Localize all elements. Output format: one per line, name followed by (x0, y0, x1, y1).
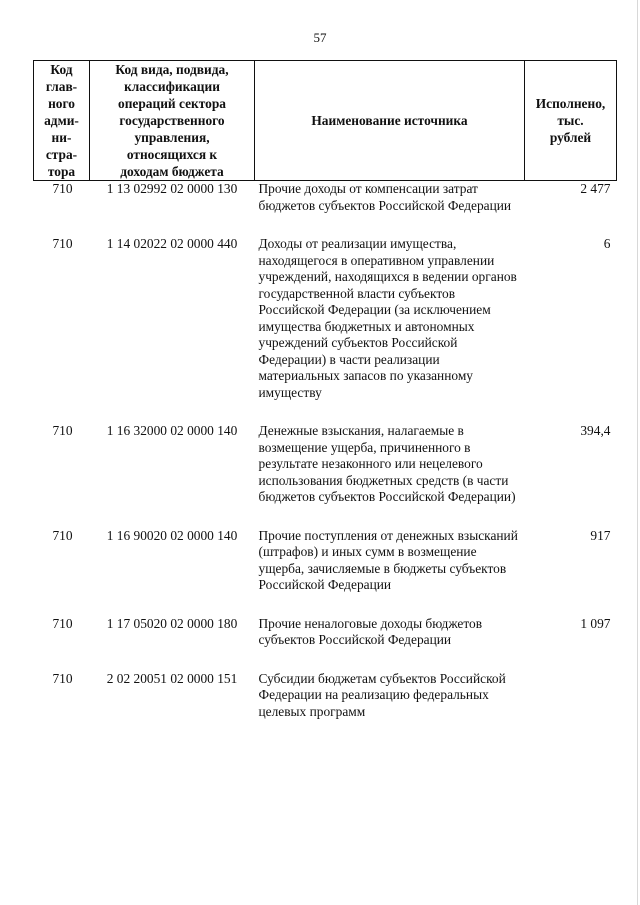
table-row (34, 423, 617, 506)
header-budget-code: Код вида, подвида, классификации операций сектора государственного управления, относящихся к доходам бюджета (90, 61, 255, 181)
table-row (34, 236, 617, 401)
revenue-table (33, 60, 617, 720)
cell-name: Субсидии бюджетам субъектов Российской Федерации на реализацию федеральных целевых программ (258, 670, 506, 719)
table-row (34, 671, 617, 721)
header-admin-code: Код глав- ного адми- ни- стра- тора (34, 61, 90, 181)
cell-name: Денежные взыскания, налагаемые в возмещение ущерба, причиненного в результате незаконного или нецелевого использования бюджетных средств (в части бюджетов субъектов Российской Федерации) (258, 423, 516, 504)
table-row (34, 181, 617, 215)
cell-admin: 710 (52, 236, 73, 251)
cell-code: 1 17 05020 02 0000 180 (106, 615, 238, 631)
cell-value: 917 (590, 527, 611, 543)
cell-code: 1 16 90020 02 0000 140 (106, 527, 238, 543)
cell-code: 2 02 20051 02 0000 151 (106, 670, 238, 686)
cell-admin: 710 (52, 527, 73, 543)
cell-admin: 710 (52, 615, 73, 631)
table-row (34, 528, 617, 594)
table-header-row (34, 61, 617, 181)
table-row (34, 616, 617, 649)
cell-name: Прочие доходы от компенсации затрат бюджетов субъектов Российской Федерации (258, 181, 512, 213)
cell-value (525, 671, 617, 721)
cell-code: 1 14 02022 02 0000 440 (106, 236, 238, 251)
cell-admin: 710 (52, 181, 73, 196)
scan-edge-line (637, 0, 638, 905)
cell-admin: 710 (52, 670, 73, 686)
header-source-name: Наименование источника (255, 61, 525, 181)
cell-name: Прочие неналоговые доходы бюджетов субъектов Российской Федерации (258, 615, 483, 647)
cell-value: 394,4 (580, 423, 611, 438)
cell-value: 2 477 (580, 181, 611, 196)
cell-code: 1 16 32000 02 0000 140 (106, 423, 238, 438)
cell-admin: 710 (52, 423, 73, 438)
cell-name: Прочие поступления от денежных взысканий (штрафов) и иных сумм в возмещение ущерба, зачисляемые в бюджеты субъектов Российской Федерации (258, 527, 518, 592)
header-executed: Исполнено, тыс. рублей (525, 61, 617, 181)
cell-code: 1 13 02992 02 0000 130 (106, 181, 238, 196)
cell-value: 6 (603, 236, 611, 251)
cell-name: Доходы от реализации имущества, находящегося в оперативном управлении учреждений, находящихся в ведении органов государственной власти субъектов Российской Федерации (за исключением имущества бюджетных и автономных учреждений субъектов Российской Федерации) в части реализации материальных запасов по указанному имуществу (258, 236, 517, 400)
cell-value: 1 097 (580, 615, 611, 631)
page-number: 57 (313, 30, 327, 45)
